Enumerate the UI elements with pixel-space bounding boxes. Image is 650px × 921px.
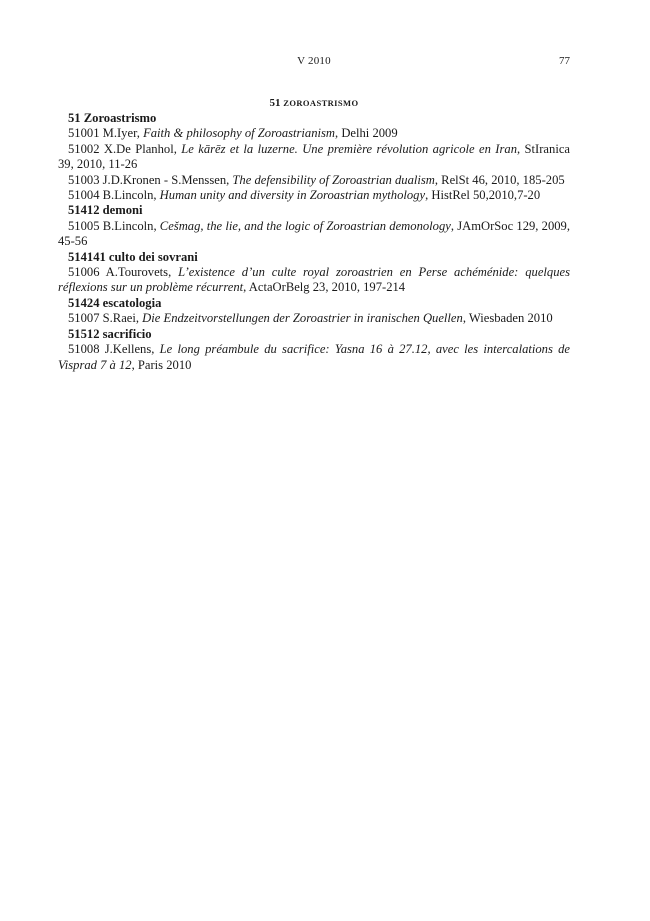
page-number: 77 xyxy=(559,55,570,67)
entry-publication: , StIranica 39, 2010, 11-26 xyxy=(58,141,570,172)
bibliography-group xyxy=(58,250,570,296)
entry-number: 51008 xyxy=(68,342,100,357)
entry-title: Le long préambule du sacrifice: Yasna 16 à 27.12, avec les intercalations de Visprad 7 à 12 xyxy=(58,342,570,372)
subsection-heading: 51 Zoroastrismo xyxy=(68,111,157,125)
section-title: ZOROASTRISMO xyxy=(283,98,359,108)
bibliography-entry: 51002 X.De Planhol, Le kārēz et la luzerne. Une première révolution agricole en Iran, StIranica 39, 2010, 11-26 xyxy=(58,141,570,172)
entry-author: J.Kellens xyxy=(104,342,152,357)
running-head xyxy=(58,53,570,69)
bibliography-entry: 51005 B.Lincoln, Cešmag, the lie, and the logic of Zoroastrian demonology, JAmOrSoc 129, 2009, 45-56 xyxy=(58,218,570,249)
entry-number: 51004 xyxy=(68,188,100,203)
entry-author: X.De Planhol xyxy=(103,141,174,156)
entry-title: Human unity and diversity in Zoroastrian mythology xyxy=(159,188,426,203)
bibliography-group xyxy=(58,203,570,249)
entry-publication: , RelSt 46, 2010, 185-205 xyxy=(434,172,565,187)
entry-number: 51001 xyxy=(68,126,100,141)
entry-author: S.Raei xyxy=(102,311,136,326)
bibliography-entry: 51004 B.Lincoln, Human unity and diversity in Zoroastrian mythology, HistRel 50,2010,7-20 xyxy=(68,188,541,203)
entry-title: Faith & philosophy of Zoroastrianism xyxy=(143,126,336,141)
subsection-heading: 51424 escatologia xyxy=(68,295,162,310)
section-heading xyxy=(58,95,570,111)
entry-title: Le kārēz et la luzerne. Une première révolution agricole en Iran xyxy=(181,141,517,156)
entry-publication: , Delhi 2009 xyxy=(335,126,398,141)
entry-number: 51003 xyxy=(68,172,100,187)
entry-author: M.Iyer xyxy=(102,126,137,141)
entry-author: A.Tourovets xyxy=(105,265,169,280)
entry-author: B.Lincoln xyxy=(102,218,154,233)
bibliography-entry: 51003 J.D.Kronen - S.Menssen, The defensibility of Zoroastrian dualism, RelSt 46, 2010, 185-205 xyxy=(68,172,565,187)
entry-title: Die Endzeitvorstellungen der Zoroastrier in iranischen Quellen xyxy=(142,311,463,326)
entry-title: L’existence d’un culte royal zoroastrien en Perse achéménide: quelques réflexions sur un problème récurrent xyxy=(58,265,570,295)
entry-publication: , Wiesbaden 2010 xyxy=(462,311,553,326)
entry-author: J.D.Kronen - S.Menssen xyxy=(102,172,227,187)
entry-author: B.Lincoln xyxy=(102,188,154,203)
subsection-heading: 51512 sacrificio xyxy=(68,326,152,341)
entry-publication: , Paris 2010 xyxy=(131,357,192,372)
section-number: 51 xyxy=(269,97,281,109)
entry-publication: , JAmOrSoc 129, 2009, 45-56 xyxy=(58,218,570,249)
entry-number: 51006 xyxy=(68,265,100,280)
bibliography-group xyxy=(58,296,570,327)
bibliography-body xyxy=(58,111,570,373)
subsection-heading: 514141 culto dei sovrani xyxy=(68,249,198,264)
bibliography-entry: 51007 S.Raei, Die Endzeitvorstellungen der Zoroastrier in iranischen Quellen, Wiesbaden 2010 xyxy=(68,311,553,326)
entry-number: 51007 xyxy=(68,311,100,326)
entry-number: 51002 xyxy=(68,141,100,156)
entry-title: The defensibility of Zoroastrian dualism xyxy=(232,172,435,187)
entry-title: Cešmag, the lie, and the logic of Zoroastrian demonology xyxy=(159,218,451,233)
subsection-heading: 51412 demoni xyxy=(68,203,143,218)
bibliography-group xyxy=(58,111,570,203)
bibliography-entry: 51006 A.Tourovets, L’existence d’un culte royal zoroastrien en Perse achéménide: quelques réflexions sur un problème récurrent, ActaOrBelg 23, 2010, 197-214 xyxy=(58,265,570,295)
bibliography-entry: 51008 J.Kellens, Le long préambule du sacrifice: Yasna 16 à 27.12, avec les intercalations de Visprad 7 à 12, Paris 2010 xyxy=(58,342,570,372)
entry-number: 51005 xyxy=(68,218,100,233)
entry-publication: , HistRel 50,2010,7-20 xyxy=(425,188,541,203)
bibliography-entry: 51001 M.Iyer, Faith & philosophy of Zoroastrianism, Delhi 2009 xyxy=(68,126,398,141)
bibliography-group xyxy=(58,327,570,373)
entry-publication: , ActaOrBelg 23, 2010, 197-214 xyxy=(243,280,406,295)
running-head-volume: V 2010 xyxy=(297,55,331,67)
